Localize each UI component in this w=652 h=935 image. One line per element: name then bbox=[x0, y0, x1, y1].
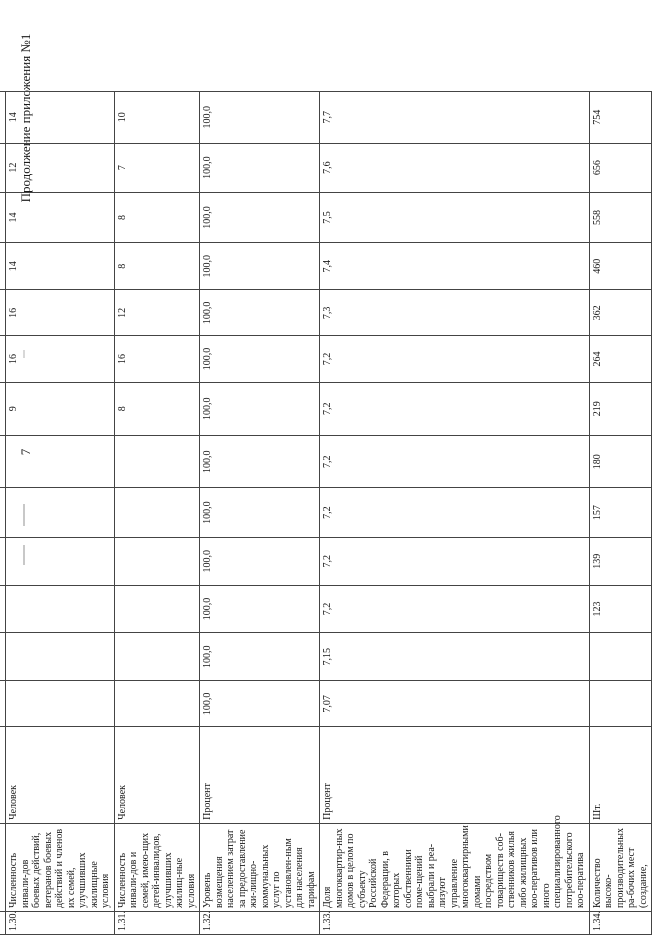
value-cell: 754 bbox=[589, 92, 652, 144]
value-cell: 14 bbox=[6, 92, 115, 144]
value-cell: 7,7 bbox=[320, 92, 590, 144]
value-cell: 656 bbox=[589, 143, 652, 192]
value-cell bbox=[114, 681, 200, 727]
value-cell bbox=[114, 585, 200, 632]
indicator-name: Численность инвали-дов боевых действий, ветеранов боевых действий и членов их семей, улучшивших жилищные условия bbox=[6, 823, 115, 911]
row-number: 1.33. bbox=[320, 911, 590, 934]
value-cell bbox=[114, 537, 200, 585]
value-cell: 7,4 bbox=[320, 243, 590, 290]
row-number: 1.30. bbox=[6, 911, 115, 934]
table-row bbox=[200, 92, 320, 935]
value-cell: 16 bbox=[6, 290, 115, 336]
table-row bbox=[589, 92, 652, 935]
value-cell: 100,0 bbox=[200, 382, 320, 435]
value-cell: 12 bbox=[114, 290, 200, 336]
value-cell: 558 bbox=[589, 192, 652, 242]
value-cell bbox=[6, 585, 115, 632]
value-cell bbox=[6, 633, 115, 681]
value-cell: 139 bbox=[589, 537, 652, 585]
value-cell bbox=[6, 537, 115, 585]
indicator-unit: Шт. bbox=[589, 727, 652, 823]
value-cell: 100,0 bbox=[200, 192, 320, 242]
value-cell: 100,0 bbox=[200, 681, 320, 727]
value-cell: 100,0 bbox=[200, 143, 320, 192]
indicator-name: Количество высоко-производительных ра-бочих мест (создание, bbox=[589, 823, 652, 911]
value-cell: 7,2 bbox=[320, 537, 590, 585]
value-cell: 7,3 bbox=[320, 290, 590, 336]
value-cell: 7,2 bbox=[320, 488, 590, 537]
indicator-unit: Человек bbox=[6, 727, 115, 823]
indicator-name: Численность инвали-дов и семей, имею-щих детей-инвалидов, улучшивших жилищ-ные условия bbox=[114, 823, 200, 911]
value-cell: 100,0 bbox=[200, 336, 320, 382]
value-cell: 7,2 bbox=[320, 382, 590, 435]
value-cell: 219 bbox=[589, 382, 652, 435]
value-cell: 7,6 bbox=[320, 143, 590, 192]
value-cell bbox=[114, 633, 200, 681]
value-cell: 180 bbox=[589, 436, 652, 488]
value-cell: 7,2 bbox=[320, 585, 590, 632]
appendix-caption: Продолжение приложения №1 bbox=[18, 33, 33, 203]
value-cell: 100,0 bbox=[200, 537, 320, 585]
value-cell: 7,07 bbox=[320, 681, 590, 727]
indicator-unit: Процент bbox=[320, 727, 590, 823]
value-cell bbox=[589, 633, 652, 681]
value-cell: 10 bbox=[114, 92, 200, 144]
value-cell: 7,2 bbox=[320, 336, 590, 382]
value-cell: 100,0 bbox=[200, 585, 320, 632]
row-number: 1.34. bbox=[589, 911, 652, 934]
value-cell bbox=[114, 436, 200, 488]
value-cell: 14 bbox=[6, 192, 115, 242]
row-number: 1.32. bbox=[200, 911, 320, 934]
value-cell: 123 bbox=[589, 585, 652, 632]
value-cell: 7,5 bbox=[320, 192, 590, 242]
value-cell: 8 bbox=[114, 382, 200, 435]
value-cell bbox=[589, 681, 652, 727]
value-cell: 16 bbox=[6, 336, 115, 382]
indicator-name: Уровень возмещения населением затрат за предоставление жи-лищно-коммунальных услуг по установлен-ным для населения тарифам bbox=[200, 823, 320, 911]
value-cell: 100,0 bbox=[200, 488, 320, 537]
value-cell: 264 bbox=[589, 336, 652, 382]
value-cell: 7,2 bbox=[320, 436, 590, 488]
value-cell: 12 bbox=[6, 143, 115, 192]
value-cell: 460 bbox=[589, 243, 652, 290]
value-cell: 14 bbox=[6, 243, 115, 290]
value-cell: 8 bbox=[114, 243, 200, 290]
value-cell: 362 bbox=[589, 290, 652, 336]
row-number: 1.31. bbox=[114, 911, 200, 934]
page-number: 7 bbox=[18, 448, 33, 456]
value-cell: 100,0 bbox=[200, 633, 320, 681]
value-cell bbox=[114, 488, 200, 537]
value-cell: 100,0 bbox=[200, 243, 320, 290]
table-row bbox=[114, 92, 200, 935]
table-row bbox=[6, 92, 115, 935]
value-cell: 100,0 bbox=[200, 92, 320, 144]
value-cell: 7,15 bbox=[320, 633, 590, 681]
value-cell: 100,0 bbox=[200, 290, 320, 336]
indicators-table bbox=[0, 91, 652, 935]
indicator-unit: Человек bbox=[114, 727, 200, 823]
value-cell bbox=[6, 488, 115, 537]
value-cell: 8 bbox=[114, 192, 200, 242]
table-row bbox=[320, 92, 590, 935]
value-cell: 9 bbox=[6, 382, 115, 435]
value-cell: 157 bbox=[589, 488, 652, 537]
value-cell: 7 bbox=[114, 143, 200, 192]
value-cell: 100,0 bbox=[200, 436, 320, 488]
value-cell: 16 bbox=[114, 336, 200, 382]
value-cell bbox=[6, 436, 115, 488]
value-cell bbox=[6, 681, 115, 727]
indicator-name: Доля многоквартир-ных домов в целом по субъекту Российской Федерации, в которых собственники поме-щений выбрали и реа-лизуют управление многоквартирными домами посредством товариществ соб-ственников жилья либо жилищных коо-перативов или иного специализированного потребительского коо-ператива bbox=[320, 823, 590, 911]
indicator-unit: Процент bbox=[200, 727, 320, 823]
